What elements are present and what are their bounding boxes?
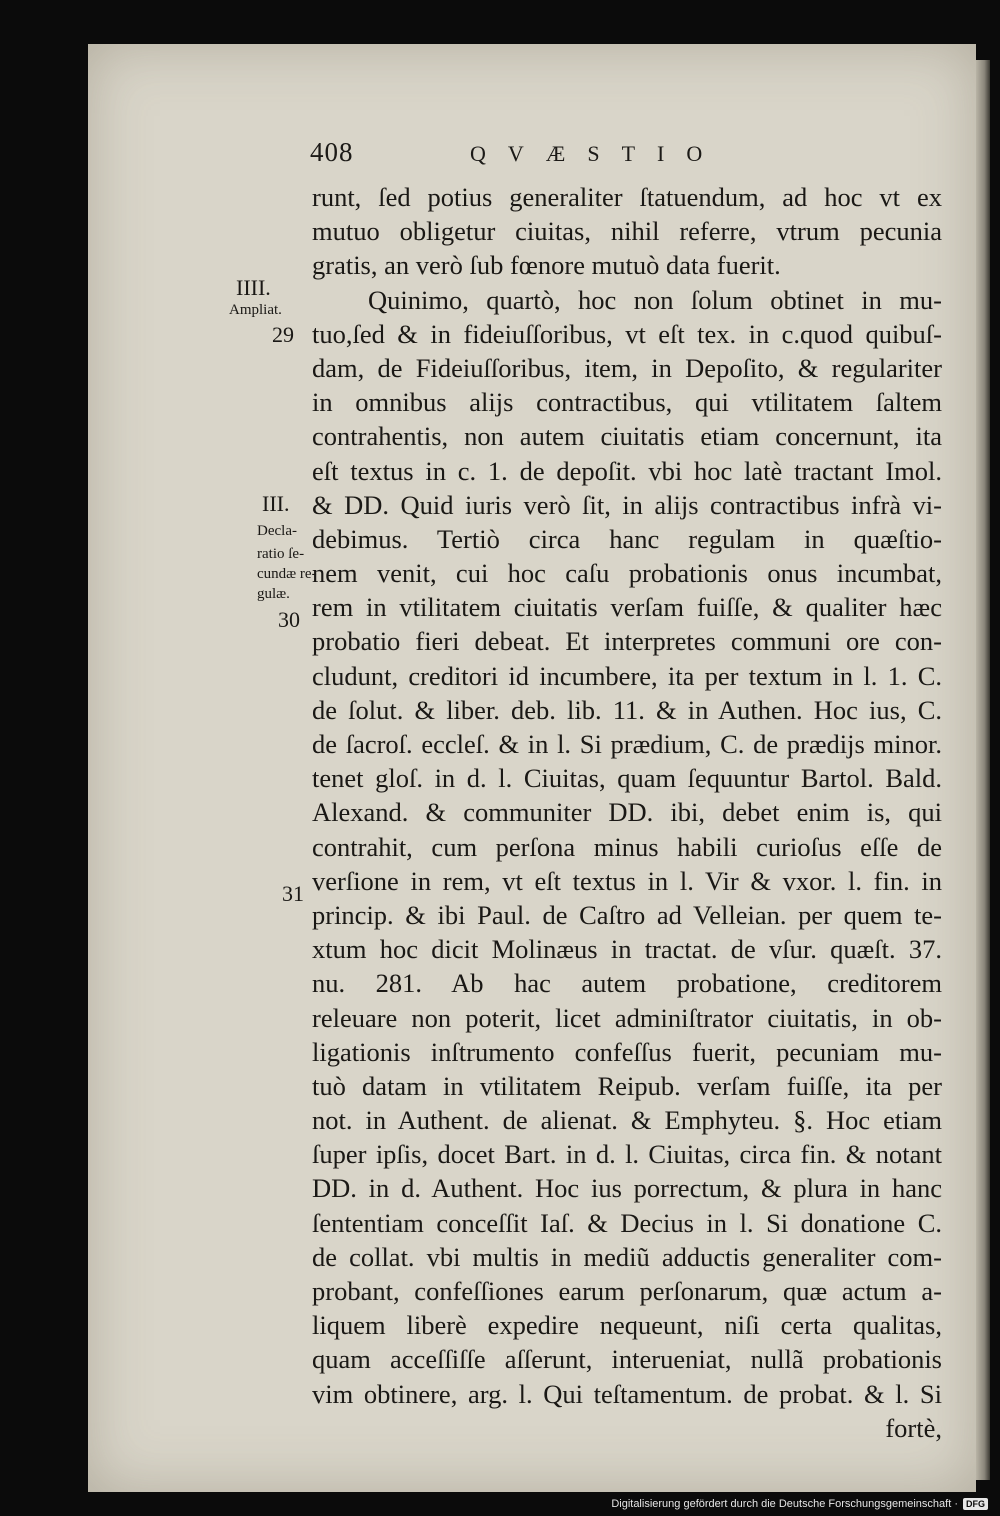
text-line: mutuo obligetur ciuitas, nihil referre, vtrum pecunia [312, 216, 942, 247]
text-line: vim obtinere, arg. l. Qui teſtamentum. de probat. & l. Si [312, 1378, 942, 1409]
text-line: princip. & ibi Paul. de Caſtro ad Velleian. per quem te- [312, 899, 942, 930]
text-line: cludunt, creditori id incumbere, ita per textum in l. 1. C. [312, 660, 942, 691]
text-line: nem venit, cui hoc caſu probationis onus incumbat, [312, 558, 942, 589]
text-line: de collat. vbi multis in mediũ adductis generaliter com- [312, 1241, 942, 1272]
text-line: ſententiam conceſſit Iaſ. & Decius in l. Si donatione C. [312, 1207, 942, 1238]
text-line: tuò datam in vtilitatem Reipub. verſam fuiſſe, ita per [312, 1070, 942, 1101]
page-header [310, 137, 950, 173]
text-line: probatio fieri debeat. Et interpretes communi ore con- [312, 626, 942, 657]
text-line: & DD. Quid iuris verò ſit, in alijs contractibus infrà vi- [312, 489, 942, 520]
margin-number: 29 [272, 322, 294, 347]
text-line: Alexand. & communiter DD. ibi, debet enim is, qui [312, 797, 942, 828]
margin-number: 31 [282, 881, 304, 906]
text-line: de ſolut. & liber. deb. lib. 11. & in Authen. Hoc ius, C. [312, 694, 942, 725]
digitization-footer [611, 1498, 988, 1510]
text-line: releuare non poterit, licet adminiſtrator ciuitatis, in ob- [312, 1002, 942, 1033]
text-line: xtum hoc dicit Molinæus in tractat. de vſur. quæſt. 37. [312, 934, 942, 965]
text-line: tenet gloſ. in d. l. Ciuitas, quam ſequuntur Bartol. Bald. [312, 763, 942, 794]
text-line: rem in vtilitatem ciuitatis verſam fuiſſe, & qualiter hæc [312, 592, 942, 623]
margin-note: gulæ. [257, 586, 290, 602]
text-line: contrahit, cum perſona minus habili curioſus eſſe de [312, 831, 942, 862]
text-line: tuo,ſed & in fideiuſſoribus, vt eſt tex. in c.quod quibuſ- [312, 318, 942, 349]
body-text [312, 180, 942, 1445]
text-line: ligationis inſtrumento confeſſus fuerit, pecuniam mu- [312, 1036, 942, 1067]
text-line: contrahentis, non autem ciuitatis etiam concernunt, ita [312, 421, 942, 452]
text-line: liquem liberè expedire nequeunt, niſi certa qualitas, [312, 1310, 942, 1341]
page-edge [976, 60, 990, 1480]
margin-note: cundæ re- [257, 566, 317, 582]
text-line: DD. in d. Authent. Hoc ius porrectum, & plura in hanc [312, 1173, 942, 1204]
text-line: debimus. Tertiò circa hanc regulam in quæſtio- [312, 523, 942, 554]
text-line: dam, de Fideiuſſoribus, item, in Depoſito, & regulariter [312, 352, 942, 383]
text-line: runt, ſed potius generaliter ſtatuendum, ad hoc vt ex [312, 182, 942, 212]
page-number: 408 [310, 137, 354, 167]
text-line: probant, confeſſiones earum perſonarum, quæ actum a- [312, 1276, 942, 1306]
text-line: gratis, an verò ſub fœnore mutuò data fuerit. [312, 250, 781, 281]
text-line: nu. 281. Ab hac autem probatione, creditorem [312, 968, 942, 999]
text-line: in omnibus alijs contractibus, qui vtilitatem ſaltem [312, 387, 942, 418]
margin-note: Ampliat. [229, 302, 282, 318]
text-line: verſione in rem, vt eſt textus in l. Vir & vxor. l. fin. in [312, 865, 942, 896]
footer-text: Digitalisierung gefördert durch die Deutsche Forschungsgemeinschaft · [611, 1498, 958, 1510]
text-line: not. in Authent. de alienat. & Emphyteu. §. Hoc etiam [312, 1105, 942, 1136]
text-line: eſt textus in c. 1. de depoſit. vbi hoc latè tractant Imol. [312, 455, 942, 486]
catchword: fortè, [885, 1412, 942, 1443]
text-line: quam acceſſiſſe aſſerunt, interueniat, nullã probationis [312, 1344, 942, 1375]
margin-number: 30 [278, 607, 300, 632]
margin-note: III. [262, 491, 290, 516]
text-line: Quinimo, quartò, hoc non ſolum obtinet in mu- [368, 284, 942, 315]
running-head: QVÆSTIO [470, 141, 725, 166]
text-line: de ſacroſ. eccleſ. & in l. Si prædium, C. de prædijs minor. [312, 729, 942, 759]
margin-note: ratio ſe- [257, 546, 305, 562]
text-line: ſuper ipſis, docet Bart. in d. l. Ciuitas, circa fin. & notant [312, 1139, 942, 1170]
margin-note: IIII. [236, 275, 271, 300]
dfg-logo: DFG [963, 1498, 988, 1510]
margin-note: Decla- [257, 523, 297, 539]
